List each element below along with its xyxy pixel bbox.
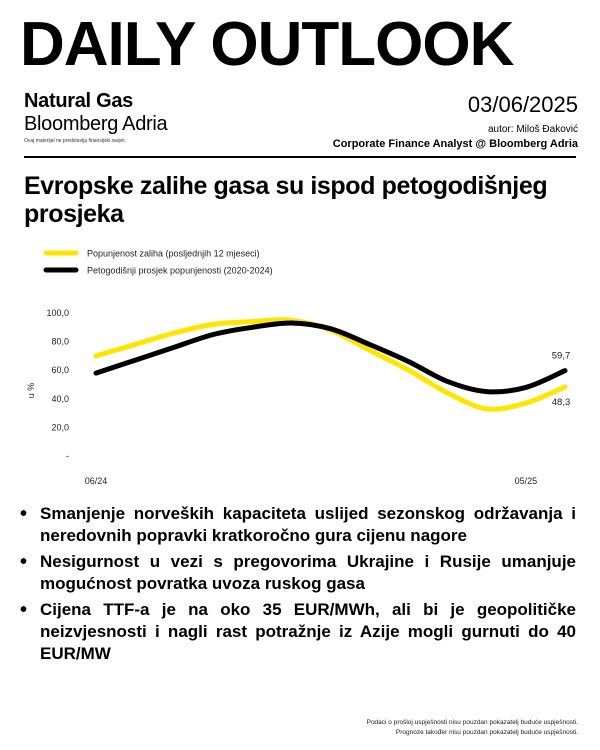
x-tick-label: 05/25	[514, 476, 538, 486]
footer-disclaimer-2: Prognoze također nisu pouzdan pokazatelj buduće uspješnosti.	[395, 729, 578, 736]
legend-label: Petogodišnji prosjek popunjenosti (2020-2024)	[87, 265, 273, 276]
small-disclaimer: Ovaj materijal ne predstavlja finansijski savjet.	[24, 138, 126, 144]
bullet-item: • Cijena TTF-a je na oko 35 EUR/MWh, ali bi je geopolitičke neizvjesnosti i nagli rast potražnje iz Azije mogli gurnuti do 40 EUR/MW	[20, 599, 576, 665]
footer-disclaimer-1: Podaci o prošloj uspješnosti nisu pouzdan pokazatelj buduće uspješnosti.	[366, 719, 578, 726]
y-tick-label: 80,0	[51, 336, 69, 347]
x-axis	[85, 476, 537, 486]
y-tick-label: -	[66, 451, 69, 461]
chart-series	[96, 320, 565, 410]
series-end-label: 48,3	[551, 396, 571, 408]
y-tick-label: 60,0	[51, 365, 69, 376]
report-date: 03/06/2025	[467, 92, 578, 117]
topic-title: Natural Gas	[24, 90, 133, 112]
bullet-item: • Smanjenje norveških kapaciteta uslijed sezonskog održavanja i neredovnih popravki kratkoročno gura cijenu nagore	[20, 503, 576, 547]
masthead-title: DAILY OUTLOOK	[20, 10, 514, 79]
y-axis-label: u %	[26, 382, 36, 399]
storage-chart	[0, 236, 600, 496]
legend-label: Popunjenost zaliha (posljednjih 12 mjeseci)	[87, 248, 260, 259]
author-role: Corporate Finance Analyst @ Bloomberg Adria	[332, 138, 578, 150]
chart-legend	[46, 249, 273, 276]
y-tick-label: 20,0	[51, 422, 69, 433]
headline: Evropske zalihe gasa su ispod petogodišnjeg prosjeka	[24, 172, 548, 228]
x-tick-label: 06/24	[84, 476, 108, 486]
end-labels	[552, 351, 571, 408]
author-line: autor: Miloš Đaković	[487, 124, 578, 135]
series-line	[96, 320, 565, 410]
series-end-label: 59,7	[551, 350, 571, 362]
header-divider	[24, 156, 576, 158]
bullet-item: • Nesigurnost u vezi s pregovorima Ukrajine i Rusije umanjuje mogućnost povratka uvoza ruskog gasa	[20, 551, 576, 595]
y-tick-label: 100,0	[46, 308, 69, 318]
brand-name: Bloomberg Adria	[24, 113, 168, 135]
y-tick-label: 40,0	[51, 393, 69, 404]
y-axis	[26, 308, 69, 461]
bullet-list	[20, 503, 576, 669]
